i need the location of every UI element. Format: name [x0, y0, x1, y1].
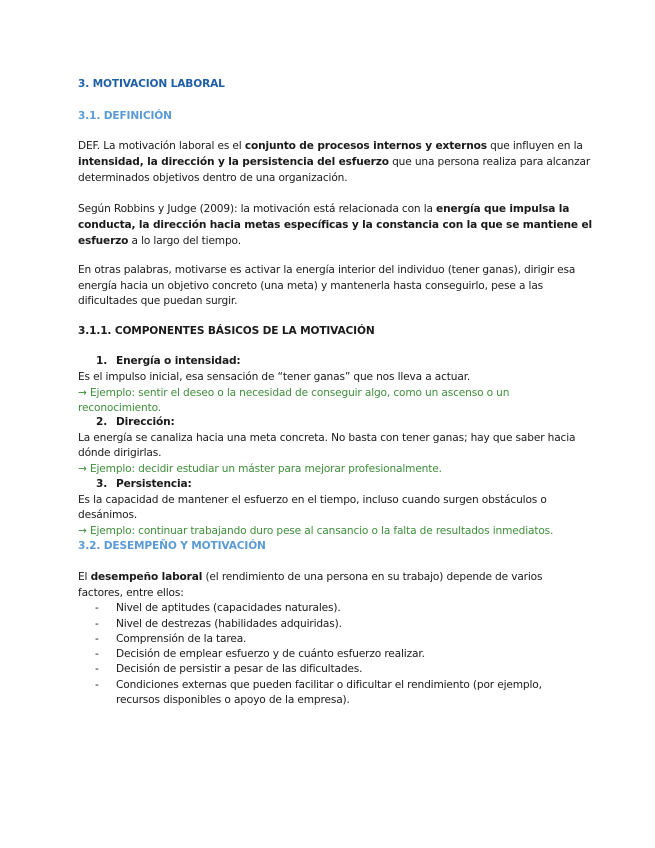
text: (el rendimiento de una persona en su trabajo) depende de varios [202, 571, 543, 583]
text-line: energía hacia un objetivo concreto (una meta) y mantenerla hasta conseguirlo, pese a las [78, 280, 544, 292]
bold-text: energía que impulsa la [436, 203, 570, 215]
component-description: La energía se canaliza hacia una meta concreta. No basta con tener ganas; hay que saber hacia [78, 432, 576, 444]
bold-text: intensidad, la dirección y la persistencia del esfuerzo [78, 156, 389, 168]
component-example: → Ejemplo: decidir estudiar un máster para mejorar profesionalmente. [78, 463, 442, 475]
dash-bullet: - [95, 618, 99, 630]
list-item-text: recursos disponibles o apoyo de la empresa). [116, 694, 350, 706]
component-example: → Ejemplo: continuar trabajando duro pese al cansancio o la falta de resultados inmediatos. [78, 525, 554, 537]
component-description: Es la capacidad de mantener el esfuerzo en el tiempo, incluso cuando surgen obstáculos o [78, 494, 547, 506]
bold-text: conjunto de procesos internos y externos [244, 140, 487, 152]
bold-text: conducta, la dirección hacia metas específicas y la constancia con la que se mantiene el [78, 219, 592, 231]
component-label: Energía o intensidad: [116, 355, 241, 367]
text-line: dificultades que puedan surgir. [78, 295, 238, 307]
component-label: Persistencia: [116, 478, 192, 490]
text: que una persona realiza para alcanzar [388, 156, 591, 168]
heading-definicion: 3.1. DEFINICIÓN [78, 110, 172, 122]
text-line: En otras palabras, motivarse es activar la energía interior del individuo (tener ganas), dirigir esa [78, 264, 576, 276]
text: Según Robbins y Judge (2009): la motivación está relacionada con la [78, 203, 437, 215]
list-number: 1. [96, 355, 108, 367]
list-item-text: Condiciones externas que pueden facilitar o dificultar el rendimiento (por ejemplo, [116, 679, 542, 691]
text: El [78, 571, 91, 583]
list-item [0, 646, 655, 662]
component-label: Dirección: [116, 416, 175, 428]
list-item [0, 631, 655, 647]
list-item [0, 616, 655, 632]
text: a lo largo del tiempo. [128, 235, 241, 247]
list-item-text: Decisión de persistir a pesar de las dificultades. [116, 663, 363, 675]
list-number: 3. [96, 478, 108, 490]
list-item-text: Decisión de emplear esfuerzo y de cuánto esfuerzo realizar. [116, 648, 425, 660]
section-title: 3. MOTIVACION LABORAL [78, 78, 225, 90]
component-example: reconocimiento. [78, 402, 161, 414]
component-description: Es el impulso inicial, esa sensación de “tener ganas” que nos lleva a actuar. [78, 371, 471, 383]
component-description: dónde dirigirlas. [78, 447, 162, 459]
dash-bullet: - [95, 633, 99, 645]
list-item-text: Nivel de destrezas (habilidades adquiridas). [116, 618, 342, 630]
bold-text: esfuerzo [78, 235, 129, 247]
list-item [0, 600, 655, 616]
text: que influyen en la [486, 140, 583, 152]
dash-bullet: - [95, 602, 99, 614]
list-item-text: Nivel de aptitudes (capacidades naturales). [116, 602, 341, 614]
bold-text: desempeño laboral [90, 571, 203, 583]
heading-desempeno: 3.2. DESEMPEÑO Y MOTIVACIÓN [78, 540, 266, 552]
text-line: factores, entre ellos: [78, 587, 184, 599]
dash-bullet: - [95, 679, 99, 691]
dash-bullet: - [95, 648, 99, 660]
component-description: desánimos. [78, 509, 138, 521]
component-example: → Ejemplo: sentir el deseo o la necesidad de conseguir algo, como un ascenso o un [78, 387, 510, 399]
list-item [0, 677, 655, 693]
list-item-text: Comprensión de la tarea. [116, 633, 247, 645]
text: DEF. La motivación laboral es el [78, 140, 245, 152]
list-item-continuation [0, 692, 655, 708]
text-line: determinados objetivos dentro de una organización. [78, 172, 348, 184]
list-number: 2. [96, 416, 108, 428]
list-item [0, 661, 655, 677]
dash-bullet: - [95, 663, 99, 675]
heading-componentes: 3.1.1. COMPONENTES BÁSICOS DE LA MOTIVACIÓN [78, 325, 375, 337]
